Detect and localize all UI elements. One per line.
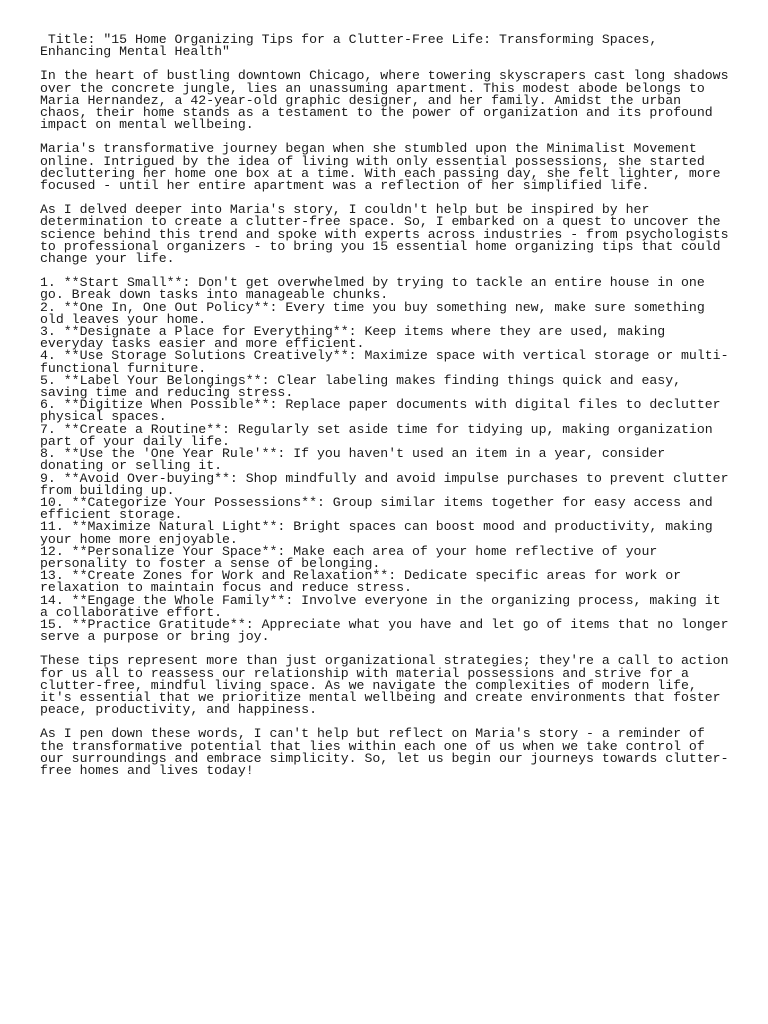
tip-item-8: 8. **Use the 'One Year Rule'**: If you haven't used an item in a year, consider donating or selling it. bbox=[40, 446, 666, 474]
tip-item-13: 13. **Create Zones for Work and Relaxation**: Dedicate specific areas for work or relaxation to maintain focus and reduce stress. bbox=[40, 568, 682, 596]
tip-item-7: 7. **Create a Routine**: Regularly set aside time for tidying up, making organization part of your daily life. bbox=[40, 421, 713, 449]
intro-paragraph-1: In the heart of bustling downtown Chicago, where towering skyscrapers cast long shadows over the concrete jungle, lies an unassuming apartment. This modest abode belongs to Maria Hernandez, a 42-year-old graphic designer, and her family. Amidst the urban chaos, their home stands as a testament to the power of organization and its profound impact on mental wellbeing. bbox=[40, 68, 729, 133]
intro-paragraph-2: Maria's transformative journey began when she stumbled upon the Minimalist Movement online. Intrigued by the idea of living with only essential possessions, she started decluttering her home one box at a time. With each passing day, she felt lighter, more focused - until her entire apartment was a reflection of her simplified life. bbox=[40, 141, 721, 194]
tip-item-3: 3. **Designate a Place for Everything**: Keep items where they are used, making everyday tasks easier and more efficient. bbox=[40, 324, 666, 352]
closing-paragraph-2: As I pen down these words, I can't help but reflect on Maria's story - a reminder of the transformative potential that lies within each one of us when we take control of our surroundings and embrace simplicity. So, let us begin our journeys towards clutter-free homes and lives today! bbox=[40, 726, 729, 778]
tip-item-1: 1. **Start Small**: Don't get overwhelmed by trying to tackle an entire house in one go. Break down tasks into manageable chunks. bbox=[40, 275, 705, 303]
tip-item-14: 14. **Engage the Whole Family**: Involve everyone in the organizing process, making it a collaborative effort. bbox=[40, 592, 721, 620]
tip-item-6: 6. **Digitize When Possible**: Replace paper documents with digital files to declutter physical spaces. bbox=[40, 397, 721, 425]
tip-item-4: 4. **Use Storage Solutions Creatively**: Maximize space with vertical storage or multi-functional furniture. bbox=[40, 348, 729, 376]
tip-item-11: 11. **Maximize Natural Light**: Bright spaces can boost mood and productivity, making your home more enjoyable. bbox=[40, 519, 713, 547]
tip-item-9: 9. **Avoid Over-buying**: Shop mindfully and avoid impulse purchases to prevent clutter from building up. bbox=[40, 470, 729, 498]
tip-item-2: 2. **One In, One Out Policy**: Every time you buy something new, make sure something old leaves your home. bbox=[40, 299, 705, 327]
tip-item-5: 5. **Label Your Belongings**: Clear labeling makes finding things quick and easy, saving time and reducing stress. bbox=[40, 372, 682, 401]
intro-paragraph-3: As I delved deeper into Maria's story, I couldn't help but be inspired by her determination to create a clutter-free space. So, I embarked on a quest to uncover the science behind this trend and spoke with experts across industries - from psychologists to professional organizers - to bring you 15 essential home organizing tips that could change your life. bbox=[40, 202, 729, 267]
document-page bbox=[40, 34, 730, 789]
closing-paragraph-1: These tips represent more than just organizational strategies; they're a call to action for us all to reassess our relationship with material possessions and strive for a clutter-free, mindful living space. As we navigate the complexities of modern life, it's essential that we prioritize mental wellbeing and create environments that foster peace, productivity, and happiness. bbox=[40, 653, 729, 718]
tip-item-12: 12. **Personalize Your Space**: Make each area of your home reflective of your personality to foster a sense of belonging. bbox=[40, 543, 658, 571]
document-title: Title: "15 Home Organizing Tips for a Clutter-Free Life: Transforming Spaces, Enhancing Mental Health" bbox=[40, 32, 666, 60]
tip-item-15: 15. **Practice Gratitude**: Appreciate what you have and let go of items that no longer serve a purpose or bring joy. bbox=[40, 616, 729, 645]
tips-list bbox=[40, 277, 730, 643]
tip-item-10: 10. **Categorize Your Possessions**: Group similar items together for easy access and efficient storage. bbox=[40, 494, 713, 523]
